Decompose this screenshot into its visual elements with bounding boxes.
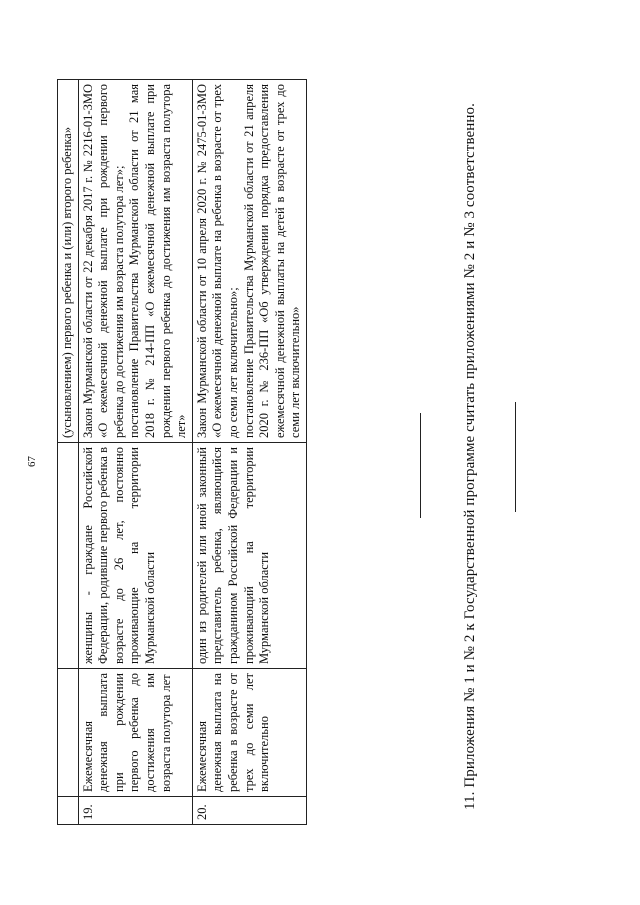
legal-basis-cell <box>192 80 306 443</box>
legal-basis-resolution: постановление Правительства Мурманской области от 21 апреля 2020 г. № 236-ПП «Об утверждении порядка предоставления ежемесячной денежной выплаты на детей в возрасте от трех до семи лет включительно» <box>241 84 303 438</box>
table-cell <box>58 669 79 797</box>
legal-basis-law: Закон Мурманской области от 10 апреля 2020 г. № 2475-01-ЗМО «О ежемесячной денежной выплате на ребенка в возрасте от трех до семи лет включительно»; <box>194 84 240 438</box>
separator-line <box>515 402 516 512</box>
table-row <box>58 80 79 825</box>
legal-basis-cell: (усыновлением) первого ребенка и (или) второго ребенка» <box>58 80 79 443</box>
table-row <box>78 80 192 825</box>
row-number: 20. <box>192 797 306 825</box>
legal-basis-resolution: постановление Правительства Мурманской области от 21 мая 2018 г. № 214-ПП «О ежемесячной денежной выплате при рождении первого ребенка до достижения им возраста полутора лет» <box>127 84 189 438</box>
page-number: 67 <box>26 456 38 467</box>
measure-name-cell: Ежемесячная денежная выплата на ребенка в возрасте от трех до семи лет включительно <box>192 669 306 797</box>
row-number: 19. <box>78 797 192 825</box>
legal-basis-law: Закон Мурманской области от 22 декабря 2017 г. № 2216-01-ЗМО «О ежемесячной денежной выплате при рождении первого ребенка до достижения им возраста полутора лет»; <box>80 84 126 438</box>
separator-line <box>420 413 421 518</box>
table-cell <box>58 797 79 825</box>
table-cell <box>58 443 79 669</box>
table-row <box>192 80 306 825</box>
legal-basis-cell <box>78 80 192 443</box>
footnote-text: 11. Приложения № 1 и № 2 к Государственной программе считать приложениями № 2 и № 3 соответственно. <box>462 102 478 810</box>
programs-table <box>57 79 307 825</box>
measure-name-cell: Ежемесячная денежная выплата при рождении первого ребенка до достижения им возраста полутора лет <box>78 669 192 797</box>
recipients-cell: женщины - граждане Российской Федерации, родившие первого ребенка в возрасте до 26 лет, постоянно проживающие на территории Мурманской области <box>78 443 192 669</box>
recipients-cell: один из родителей или иной законный представитель ребенка, являющийся гражданином Российской Федерации и проживающий на территории Мурманской области <box>192 443 306 669</box>
